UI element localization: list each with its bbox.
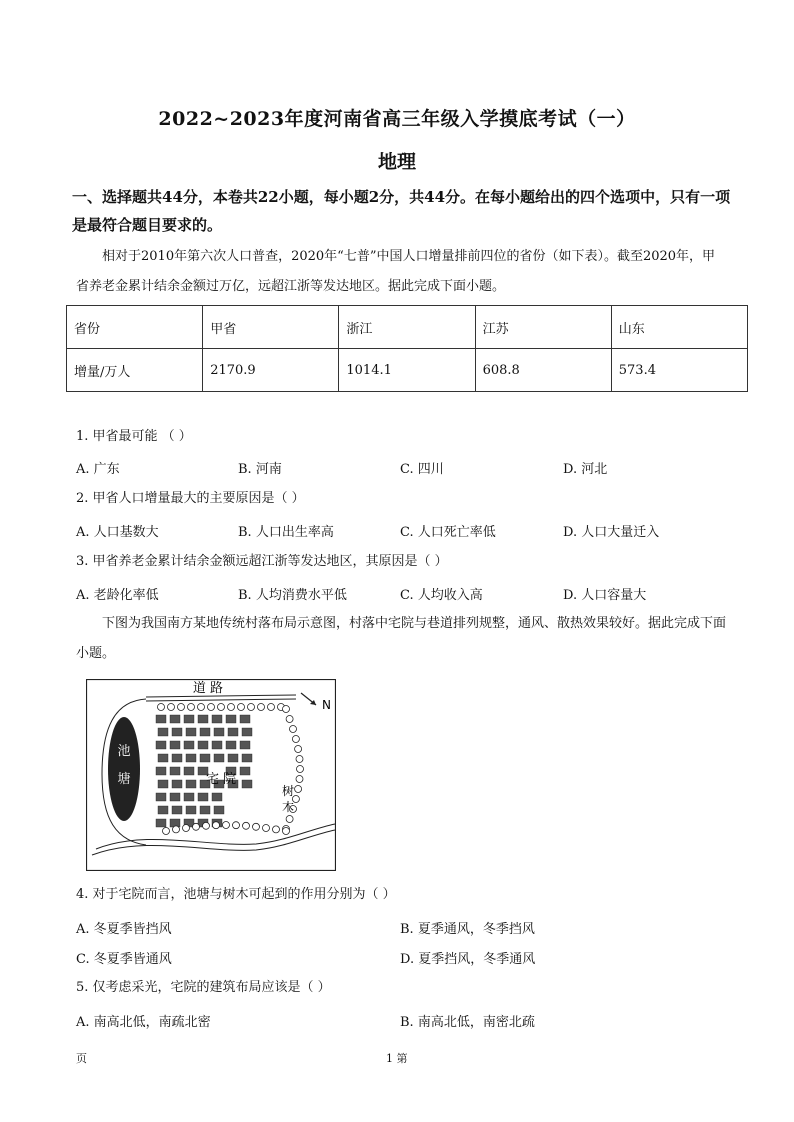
tree-mark [188, 704, 195, 711]
house-block [186, 728, 196, 736]
tree-mark [248, 704, 255, 711]
house-block [240, 741, 250, 749]
tree-mark [223, 822, 230, 829]
tree-mark [295, 746, 302, 753]
house-block [228, 728, 238, 736]
q1-option-a[interactable]: A. 广东 [76, 462, 120, 477]
house-block [186, 780, 196, 788]
table-cell: 1014.1 [339, 349, 475, 392]
table-cell: 江苏 [475, 306, 611, 349]
house-block [158, 754, 168, 762]
tree-mark [268, 704, 275, 711]
table-cell: 山东 [611, 306, 747, 349]
house-block [226, 715, 236, 723]
house-block [200, 728, 210, 736]
page-title: 2022~2023年度河南省高三年级入学摸底考试（一） [158, 108, 636, 130]
pond-label-1: 池 [117, 744, 131, 759]
table-cell: 浙江 [339, 306, 475, 349]
q5-option-b[interactable]: B. 南高北低，南密北疏 [400, 1015, 535, 1030]
tree-mark [297, 766, 304, 773]
tree-mark [286, 816, 293, 823]
house-block [228, 754, 238, 762]
table-cell: 2170.9 [203, 349, 339, 392]
house-block [214, 728, 224, 736]
tree-mark [208, 704, 215, 711]
tree-mark [243, 822, 250, 829]
q2-option-c[interactable]: C. 人口死亡率低 [400, 525, 496, 540]
house-block [172, 780, 182, 788]
village-layout-map [86, 679, 336, 871]
house-block [212, 741, 222, 749]
tree-mark [228, 704, 235, 711]
trees-label-2: 木 [282, 800, 295, 814]
question-3-stem: 3. 甲省养老金累计结余金额远超江浙等发达地区，其原因是（ ） [76, 554, 448, 569]
tree-mark [213, 822, 220, 829]
house-block [156, 819, 166, 827]
tree-mark [178, 704, 185, 711]
tree-mark [292, 736, 299, 743]
question-4-stem: 4. 对于宅院而言，池塘与树木可起到的作用分别为（ ） [76, 887, 396, 902]
house-block [198, 793, 208, 801]
tree-mark [283, 828, 290, 835]
house-block [198, 741, 208, 749]
q2-option-b[interactable]: B. 人口出生率高 [238, 525, 334, 540]
question-2-stem: 2. 甲省人口增量最大的主要原因是（ ） [76, 491, 305, 506]
table-cell: 省份 [67, 306, 203, 349]
tree-mark [258, 704, 265, 711]
table-cell: 甲省 [203, 306, 339, 349]
pond-label-2: 塘 [117, 772, 131, 787]
q2-option-d[interactable]: D. 人口大量迁入 [563, 525, 660, 540]
house-block [184, 741, 194, 749]
house-block [170, 793, 180, 801]
house-block [158, 780, 168, 788]
table-row [67, 349, 748, 392]
q2-option-a[interactable]: A. 人口基数大 [76, 525, 159, 540]
passage-village: 下图为我国南方某地传统村落布局示意图，村落中宅院与巷道排列规整，通风、散热效果较好。据此完成下面小题。 [76, 616, 727, 661]
question-5-stem: 5. 仅考虑采光，宅院的建筑布局应该是（ ） [76, 980, 331, 995]
house-block [214, 754, 224, 762]
tree-mark [158, 704, 165, 711]
house-block [186, 754, 196, 762]
house-block [170, 741, 180, 749]
tree-mark [163, 828, 170, 835]
q1-option-b[interactable]: B. 河南 [238, 462, 282, 477]
house-block [198, 715, 208, 723]
tree-mark [286, 716, 293, 723]
house-block [240, 767, 250, 775]
road-label: 道 路 [192, 681, 224, 696]
q4-option-d[interactable]: D. 夏季挡风，冬季通风 [400, 952, 536, 967]
house-block [158, 728, 168, 736]
house-block [240, 715, 250, 723]
house-block [242, 754, 252, 762]
house-block [242, 728, 252, 736]
footer-page-number: 1 第 [386, 1052, 408, 1065]
houses-label: 宅 院 [206, 772, 237, 787]
tree-mark [183, 825, 190, 832]
tree-mark [283, 706, 290, 713]
subject-title: 地理 [377, 151, 416, 173]
house-block [212, 715, 222, 723]
section-heading: 一、选择题共44分，本卷共22小题，每小题2分，共44分。在每小题给出的四个选项中，只有一项是最符合题目要求的。 [72, 188, 731, 234]
house-block [212, 793, 222, 801]
tree-mark [296, 776, 303, 783]
q5-option-a[interactable]: A. 南高北低，南疏北密 [76, 1015, 211, 1030]
house-block [172, 806, 182, 814]
house-block [184, 715, 194, 723]
tree-mark [295, 786, 302, 793]
q3-option-d[interactable]: D. 人口容量大 [563, 588, 647, 603]
house-block [242, 780, 252, 788]
house-block [156, 793, 166, 801]
house-block [158, 806, 168, 814]
table-cell: 608.8 [475, 349, 611, 392]
trees-label-1: 树 [282, 784, 295, 798]
tree-mark [233, 822, 240, 829]
table-cell: 573.4 [611, 349, 747, 392]
house-block [186, 806, 196, 814]
tree-mark [238, 704, 245, 711]
tree-mark [193, 823, 200, 830]
tree-mark [290, 726, 297, 733]
q4-option-b[interactable]: B. 夏季通风，冬季挡风 [400, 922, 535, 937]
tree-mark [168, 704, 175, 711]
passage-population: 相对于2010年第六次人口普查，2020年“七普”中国人口增量排前四位的省份（如下表）。截至2020年，甲省养老金累计结余金额过万亿，远超江浙等发达地区。据此完成下面小题。 [76, 249, 716, 294]
q4-option-a[interactable]: A. 冬夏季皆挡风 [76, 922, 172, 937]
house-block [170, 715, 180, 723]
house-block [184, 767, 194, 775]
house-block [172, 754, 182, 762]
north-label: N [322, 698, 331, 712]
house-block [156, 741, 166, 749]
house-block [184, 793, 194, 801]
house-block [214, 806, 224, 814]
table-header-row [67, 306, 748, 349]
question-1-stem: 1. 甲省最可能 （ ） [76, 429, 192, 444]
house-block [172, 728, 182, 736]
house-block [200, 754, 210, 762]
tree-mark [263, 825, 270, 832]
house-block [156, 715, 166, 723]
q4-option-c[interactable]: C. 冬夏季皆通风 [76, 952, 172, 967]
pond [108, 717, 140, 821]
house-block [156, 767, 166, 775]
tree-mark [203, 822, 210, 829]
table-cell: 增量/万人 [67, 349, 203, 392]
q3-option-a[interactable]: A. 老龄化率低 [76, 588, 159, 603]
q3-option-c[interactable]: C. 人均收入高 [400, 588, 483, 603]
house-block [226, 741, 236, 749]
tree-mark [253, 823, 260, 830]
tree-mark [273, 826, 280, 833]
q3-option-b[interactable]: B. 人均消费水平低 [238, 588, 347, 603]
house-block [200, 806, 210, 814]
tree-mark [198, 704, 205, 711]
population-table [66, 305, 748, 392]
q1-option-c[interactable]: C. 四川 [400, 462, 444, 477]
tree-mark [296, 756, 303, 763]
q1-option-d[interactable]: D. 河北 [563, 462, 608, 477]
tree-mark [173, 826, 180, 833]
footer-left: 页 [76, 1052, 87, 1065]
house-block [170, 767, 180, 775]
tree-mark [218, 704, 225, 711]
